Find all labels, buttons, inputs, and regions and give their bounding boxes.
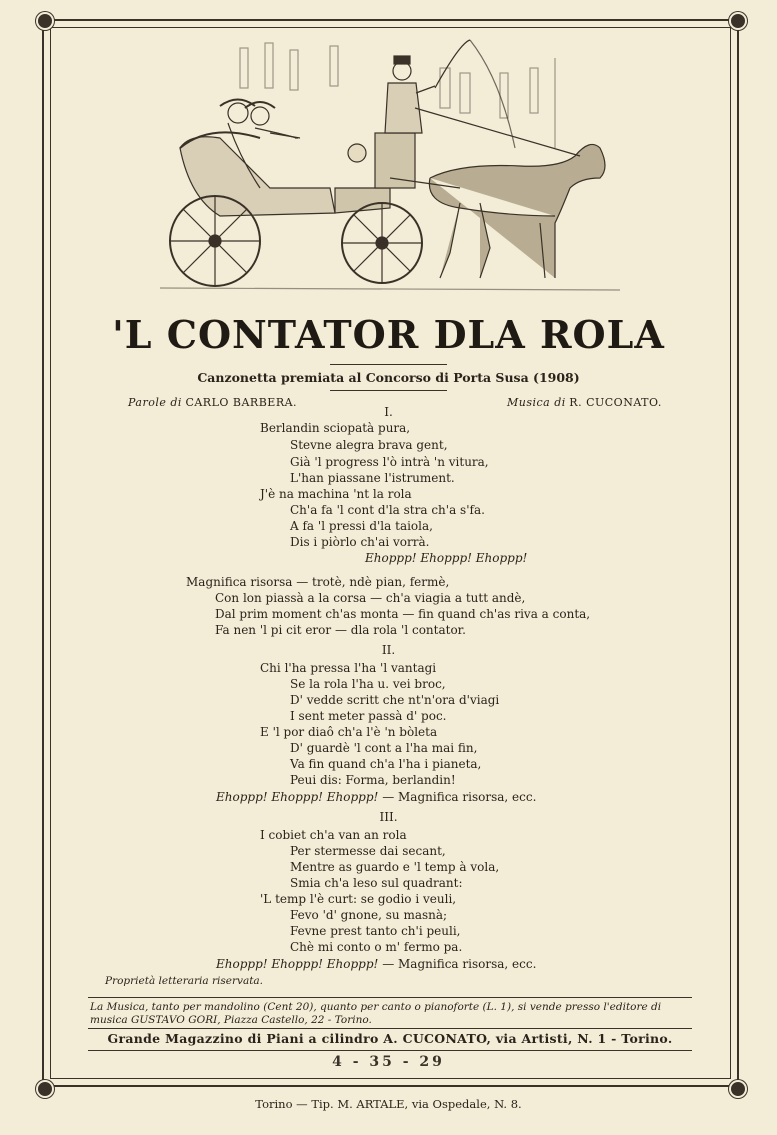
composer-label: Musica di: [507, 396, 566, 409]
refrain-call: Ehoppp! Ehoppp! Ehoppp!: [365, 551, 528, 565]
lyric-line: 'L temp l'è curt: se godio i veuli,: [260, 892, 457, 906]
refrain-line: [216, 957, 536, 972]
lyric-line: Fevne prest tanto ch'i peuli,: [290, 924, 461, 938]
lyric-line: Berlandin sciopatà pura,: [260, 421, 411, 435]
lyric-line: Già 'l progress l'ò intrà 'n vitura,: [290, 455, 489, 469]
song-subtitle: Canzonetta premiata al Concorso di Porta Susa (1908): [197, 370, 580, 385]
refrain-line: [216, 790, 536, 805]
refrain-call: Ehoppp! Ehoppp! Ehoppp!: [216, 957, 379, 971]
lyric-line: Dis i piòrlo ch'ai vorrà.: [290, 535, 430, 549]
lyric-line: Va fin quand ch'a l'ha i pianeta,: [290, 757, 482, 771]
lyric-line: D' guardè 'l cont a l'ha mai fin,: [290, 741, 478, 755]
corner-rosette-top-right: [729, 12, 747, 30]
lyric-line: Se la rola l'ha u. vei broc,: [290, 677, 446, 691]
chorus-line: Magnifica risorsa — trotè, ndè pian, fermè,: [186, 575, 450, 589]
lyric-line: Mentre as guardo e 'l temp à vola,: [290, 860, 500, 874]
lyric-line: Peui dis: Forma, berlandin!: [290, 773, 456, 787]
stanza-number: II.: [381, 643, 396, 657]
printer-imprint: Torino — Tip. M. ARTALE, via Ospedale, N. 8.: [255, 1097, 522, 1111]
lyricist-label: Parole di: [128, 396, 182, 409]
composer-name: R. CUCONATO.: [569, 396, 662, 409]
lyric-line: D' vedde scritt che nt'n'ora d'viagi: [290, 693, 500, 707]
carriage-illustration: [160, 38, 620, 303]
lyric-line: Chè mi conto o m' fermo pa.: [290, 940, 463, 954]
stanza-number: III.: [379, 810, 398, 824]
lyric-line: Stevne alegra brava gent,: [290, 438, 448, 452]
lyric-line: Smia ch'a leso sul quadrant:: [290, 876, 463, 890]
lyric-line: I sent meter passà d' poc.: [290, 709, 447, 723]
sheet-music-ad: La Musica, tanto per mandolino (Cent 20), quanto per canto o pianoforte (L. 1), si vende presso l'editore di musica GUSTAVO GORI, Piazza Castello, 22 - Torino.: [90, 1001, 662, 1026]
rule-below-store: [88, 1050, 692, 1051]
lyric-line: A fa 'l pressi d'la taiola,: [290, 519, 433, 533]
refrain-call: Ehoppp! Ehoppp! Ehoppp!: [216, 790, 379, 804]
chorus-line: Dal prim moment ch'as monta — fin quand ch'as riva a conta,: [215, 607, 591, 621]
rule-above-subtitle: [330, 364, 447, 365]
rule-above-ad: [88, 997, 692, 998]
corner-rosette-top-left: [36, 12, 54, 30]
lyric-line: E 'l por diaô ch'a l'è 'n bòleta: [260, 725, 438, 739]
corner-rosette-bottom-left: [36, 1080, 54, 1098]
rights-notice: Proprietà letteraria riservata.: [105, 975, 264, 987]
lyric-line: L'han piassane l'istrument.: [290, 471, 455, 485]
plate-number: 4 - 35 - 29: [332, 1054, 445, 1070]
lyric-line: Per stermesse dai secant,: [290, 844, 446, 858]
rule-below-subtitle: [330, 390, 447, 391]
stanza-number: I.: [384, 405, 393, 419]
refrain-reference: — Magnifica risorsa, ecc.: [382, 957, 537, 971]
lyric-line: Ch'a fa 'l cont d'la stra ch'a s'fa.: [290, 503, 485, 517]
rule-above-store: [88, 1028, 692, 1029]
chorus-line: Con lon piassà a la corsa — ch'a viagia a tutt andè,: [215, 591, 526, 605]
chorus-line: Fa nen 'l pi cit eror — dla rola 'l contator.: [215, 623, 466, 637]
store-ad: Grande Magazzino di Piani a cilindro A. CUCONATO, via Artisti, N. 1 - Torino.: [107, 1031, 673, 1046]
lyric-line: I cobiet ch'a van an rola: [260, 828, 407, 842]
lyric-line: Chi l'ha pressa l'ha 'l vantagi: [260, 661, 437, 675]
refrain-reference: — Magnifica risorsa, ecc.: [382, 790, 537, 804]
song-title: 'L CONTATOR DLA ROLA: [112, 312, 665, 357]
corner-rosette-bottom-right: [729, 1080, 747, 1098]
lyric-line: Fevo 'd' gnone, su masnà;: [290, 908, 448, 922]
lyricist-name: CARLO BARBERA.: [185, 396, 298, 409]
lyric-line: J'è na machina 'nt la rola: [260, 487, 412, 501]
